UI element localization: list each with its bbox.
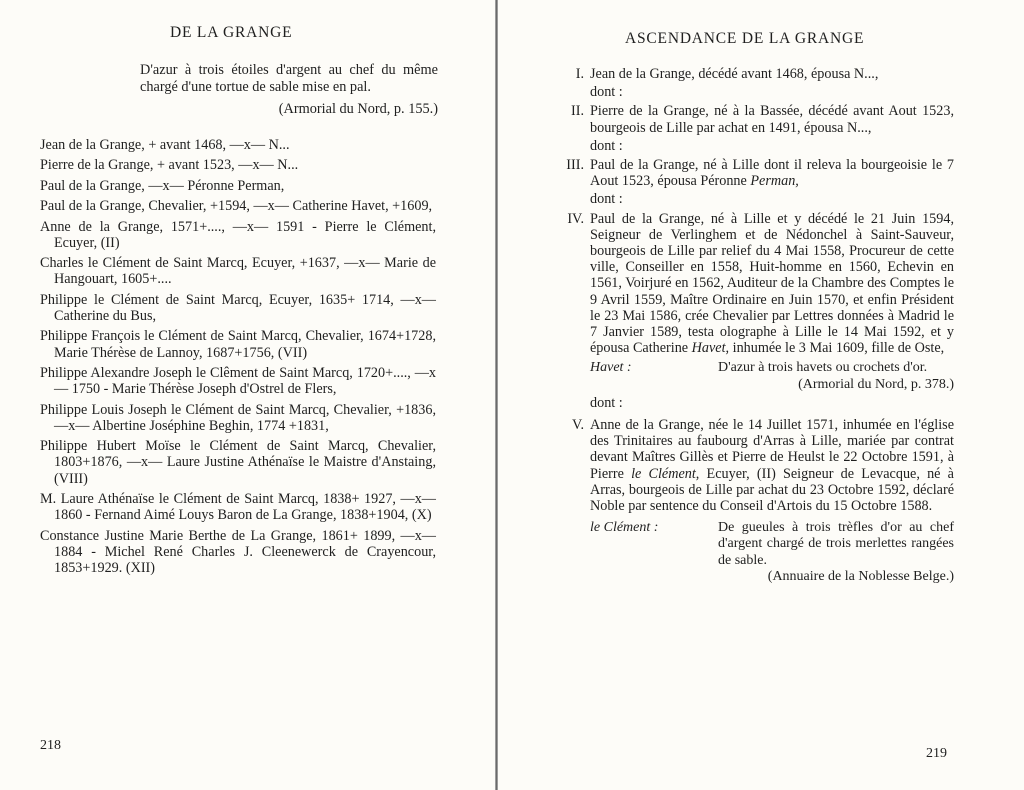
generation-text-part: Ecuyer, (II) Seigneur de Levacque, né à Arras, bourgeois de Lille par achat du 23 Octobre 1592, déclaré Noble par sentence du Conseil d'Artois du 15 Octobre 1588. bbox=[590, 465, 954, 515]
generation-text-part: Paul de la Grange, né à Lille dont il releva la bourgeoisie le 7 Aout 1523, épousa Péronne bbox=[590, 157, 954, 190]
generation-numeral: IV. bbox=[567, 210, 584, 227]
generation-entry bbox=[554, 66, 954, 82]
arms-description bbox=[718, 360, 954, 392]
generation-text-part: Anne de la Grange, née le 14 Juillet 1571, inhumée en l'église des Trinitaires au faubourg d'Arras à Lille, mariée par contrat devant Maîtres Gillès et Pierre de Heulst le 22 Octobre 1591, à Pierre bbox=[590, 417, 954, 482]
arms-text: De gueules à trois trèfles d'or au chef d'argent chargé de trois merlettes rangées de sable. bbox=[718, 520, 954, 568]
left-arms-source: (Armorial du Nord, p. 155.) bbox=[278, 101, 438, 117]
spouse-name: le Clément, bbox=[631, 465, 700, 482]
lineage-entry: Jean de la Grange, + avant 1468, —x— N... bbox=[40, 137, 290, 153]
generation-text bbox=[590, 211, 954, 357]
lineage-entry: Philippe Louis Joseph le Clément de Saint Marcq, Chevalier, +1836, —x— Albertine Joséphine Beghin, 1774 +1831, bbox=[40, 401, 436, 434]
arms-block-le-clement bbox=[590, 520, 954, 585]
dont-label: dont : bbox=[590, 84, 623, 101]
generation-entry bbox=[554, 103, 954, 135]
lineage-entry: Charles le Clément de Saint Marcq, Ecuyer, +1637, —x— Marie de Hangouart, 1605+.... bbox=[40, 255, 436, 288]
arms-source: (Armorial du Nord, p. 378.) bbox=[798, 376, 954, 392]
arms-label: le Clément : bbox=[590, 520, 659, 536]
arms-description bbox=[718, 520, 954, 585]
generation-text: Pierre de la Grange, né à la Bassée, décédé avant Aout 1523, bourgeois de Lille par achat en 1491, épousa N..., bbox=[590, 103, 954, 136]
lineage-entry: Constance Justine Marie Berthe de La Grange, 1861+ 1899, —x— 1884 - Michel René Charles J. Cleenewerck de Crayencour, 1853+1929. (XII) bbox=[40, 527, 436, 576]
lineage-entry: Philippe François le Clément de Saint Marcq, Chevalier, 1674+1728, Marie Thérèse de Lannoy, 1687+1756, (VII) bbox=[40, 328, 436, 361]
generation-list bbox=[554, 66, 954, 587]
generation-text bbox=[590, 157, 954, 189]
lineage-entry: Pierre de la Grange, + avant 1523, —x— N... bbox=[40, 157, 299, 174]
generation-text-part: Paul de la Grange, né à Lille et y décédé le 21 Juin 1594, Seigneur de Verlinghem et de Nédonchel à Saint-Sauveur, bourgeois de Lille par relief du 4 Mai 1558, Procureur de cette ville, Conseiller en 1558, Huit-homme en 1560, Echevin en 1561, Voirjuré en 1562, Auditeur de la Chambre des Comptes le 9 Avril 1559, Maître Ordinaire en Juin 1570, et enfin Président le 23 Mai 1586, crée Chevalier par Lettres données à Madrid le 7 Janvier 1589, testa olographe à Lille le 14 Mai 1592, et y épousa Catherine bbox=[590, 210, 954, 357]
left-page bbox=[0, 0, 495, 790]
spouse-name: Havet, bbox=[691, 340, 730, 357]
generation-numeral: I. bbox=[575, 66, 584, 82]
lineage-entry: M. Laure Athénaïse le Clément de Saint Marcq, 1838+ 1927, —x— 1860 - Fernand Aimé Louys Baron de La Grange, 1838+1904, (X) bbox=[40, 490, 436, 524]
book-gutter bbox=[495, 0, 498, 790]
generation-numeral: II. bbox=[571, 103, 584, 120]
arms-label: Havet : bbox=[590, 360, 632, 376]
lineage-entry: Paul de la Grange, Chevalier, +1594, —x— Catherine Havet, +1609, bbox=[40, 198, 433, 215]
spouse-name: Perman, bbox=[750, 173, 799, 190]
generation-numeral: III. bbox=[566, 157, 584, 174]
arms-source: (Annuaire de la Noblesse Belge.) bbox=[767, 568, 954, 584]
generation-entry bbox=[554, 211, 954, 357]
lineage-entry: Philippe le Clément de Saint Marcq, Ecuyer, 1635+ 1714, —x— Catherine du Bus, bbox=[40, 291, 436, 324]
right-page bbox=[499, 0, 1024, 790]
dont-label: dont : bbox=[590, 191, 623, 208]
right-page-title: ASCENDANCE DE LA GRANGE bbox=[625, 30, 865, 47]
left-page-number: 218 bbox=[40, 738, 61, 753]
left-arms-block bbox=[140, 62, 438, 118]
generation-entry bbox=[554, 157, 954, 189]
arms-text: D'azur à trois havets ou crochets d'or. bbox=[718, 360, 928, 376]
dont-label: dont : bbox=[590, 394, 623, 411]
lineage-entry: Paul de la Grange, —x— Péronne Perman, bbox=[40, 177, 285, 194]
lineage-list bbox=[40, 137, 436, 580]
generation-text-part: inhumée le 3 Mai 1609, fille de Oste, bbox=[729, 340, 945, 357]
lineage-entry: Philippe Alexandre Joseph le Clêment de Saint Marcq, 1720+...., —x— 1750 - Marie Thérèse Joseph d'Ostrel de Flers, bbox=[40, 364, 436, 398]
generation-numeral: V. bbox=[572, 417, 584, 434]
generation-text bbox=[590, 417, 954, 514]
generation-text: Jean de la Grange, décédé avant 1468, épousa N..., bbox=[590, 66, 879, 82]
lineage-entry: Anne de la Grange, 1571+...., —x— 1591 - Pierre le Clément, Ecuyer, (II) bbox=[40, 218, 436, 251]
left-page-title: DE LA GRANGE bbox=[170, 24, 293, 41]
dont-label: dont : bbox=[590, 137, 623, 154]
generation-entry bbox=[554, 417, 954, 514]
arms-block-havet bbox=[590, 360, 954, 392]
lineage-entry: Philippe Hubert Moïse le Clément de Saint Marcq, Chevalier, 1803+1876, —x— Laure Justine Athénaïse le Maistre d'Anstaing, (VIII) bbox=[40, 438, 436, 487]
left-arms-text: D'azur à trois étoiles d'argent au chef du même chargé d'une tortue de sable mise en pal. bbox=[140, 62, 438, 95]
right-page-number: 219 bbox=[926, 746, 947, 761]
